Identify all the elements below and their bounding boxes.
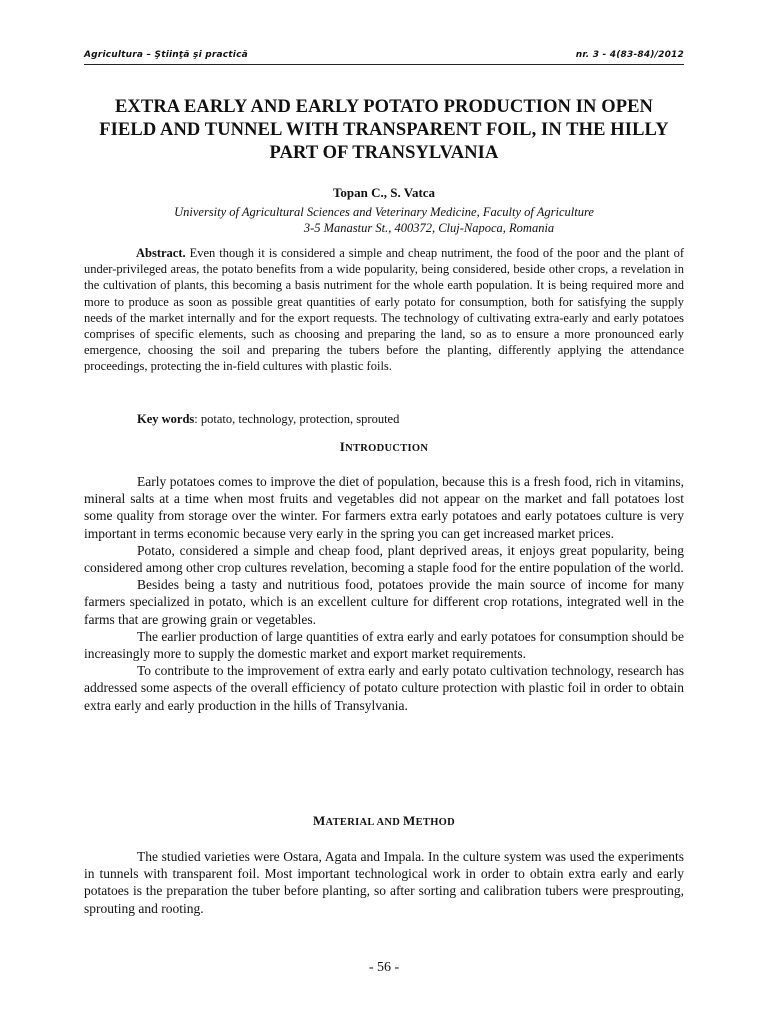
affiliation-address: 3-5 Manastur St., 400372, Cluj-Napoca, Romania [303, 221, 555, 235]
section-heading-introduction: INTRODUCTION [339, 439, 429, 454]
paragraph: Besides being a tasty and nutritious food, potatoes provide the main source of income for many farmers specialized in potato, which is an excellent culture for different crop rotations, integrated well in the farms that are growing grain or vegetables. [84, 577, 684, 627]
abstract-text: Even though it is considered a simple and cheap nutriment, the food of the poor and the plant of under-privileged areas, the potato benefits from a wide popularity, being considered, beside other crops, a revelation in the cultivation of plants, this becoming a basis nutriment for the whole earth population. It is being required more and more to produce as soon as possible great quantities of early potato for consumption, both for satisfying the supply needs of the market internally and for the export requests. The technology of cultivating extra-early and early potatoes comprises of specific elements, such as choosing and preparing the land, so as to ensure a more pronounced early emergence, choosing the soil and preparing the tubers before the planting, differently applying the attendance proceedings, protecting the in-field cultures with plastic foils. [84, 246, 684, 374]
paragraph: The earlier production of large quantities of extra early and early potatoes for consumption should be increasingly more to supply the domestic market and export market requirements. [84, 628, 684, 662]
paragraph: The studied varieties were Ostara, Agata and Impala. In the culture system was used the experiments in tunnels with transparent foil. Most important technological work in order to obtain extra early and early potatoes is the preparation the tuber before planting, so after sorting and calibration tubers were presprouting, sprouting and rooting. [84, 849, 684, 916]
authors: Topan C., S. Vatca [332, 185, 436, 200]
abstract-label: Abstract. [136, 246, 186, 260]
abstract [84, 245, 684, 375]
paragraph: Early potatoes comes to improve the diet of population, because this is a fresh food, rich in vitamins, mineral salts at a time when most fruits and vegetables did not appear on the market and fall potatoes lost some quality from storage over the winter. For farmers extra early potatoes and early potatoes culture is very important in terms economic because very early in the spring you can get increased market prices. [84, 474, 684, 541]
introduction-body [84, 473, 684, 714]
issue-number: nr. 3 - 4(83-84)/2012 [575, 50, 684, 60]
keywords [137, 412, 684, 427]
journal-name: Agricultura – Ştiinţă şi practică [84, 50, 248, 60]
running-header [84, 50, 684, 65]
section-heading-material-and-method: MATERIAL AND METHOD [312, 813, 456, 828]
article-title: EXTRA EARLY AND EARLY POTATO PRODUCTION IN OPEN FIELD AND TUNNEL WITH TRANSPARENT FOIL, IN THE HILLY PART OF TRANSYLVANIA [99, 97, 669, 163]
paragraph: Potato, considered a simple and cheap food, plant deprived areas, it enjoys great popularity, being considered among other crop cultures revelation, becoming a staple food for the entire population of the world. [84, 542, 684, 576]
affiliation [84, 204, 684, 236]
affiliation-institution: University of Agricultural Sciences and Veterinary Medicine, Faculty of Agriculture [174, 205, 594, 219]
keywords-text: : potato, technology, protection, sprouted [194, 412, 400, 426]
paragraph: To contribute to the improvement of extra early and early potato cultivation technology, research has addressed some aspects of the overall efficiency of potato culture protection with plastic foil in order to obtain extra early and early production in the hills of Transylvania. [84, 663, 684, 713]
method-body [84, 848, 684, 917]
keywords-label: Key words [137, 412, 195, 426]
page-number: - 56 - [368, 960, 400, 975]
